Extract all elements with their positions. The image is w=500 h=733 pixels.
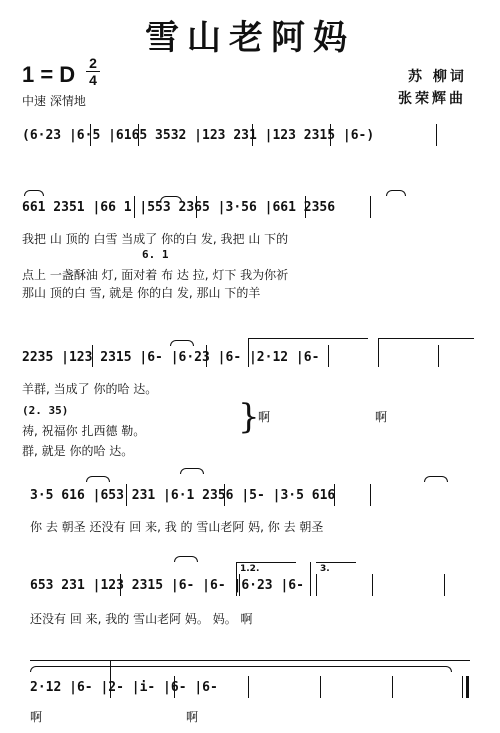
tie-mark [386, 190, 406, 196]
lyric-line-4: 你 去 朝圣 还没有 回 来, 我 的 雪山老阿 妈, 你 去 朝圣 [30, 520, 324, 534]
ending-bracket [30, 660, 470, 661]
tie-mark [424, 476, 448, 482]
notation-line-1: (6·23 |6·5 |6165 3532 |123 231 |123 2315 |6-) [22, 128, 375, 143]
barline [372, 574, 373, 596]
time-signature-top: 2 [89, 55, 97, 71]
final-barline-thick [466, 676, 469, 698]
notation-line-4: 3·5 616 |653 231 |6·1 2356 |5- |3·5 616 [30, 488, 336, 503]
lyric-ah: 啊 [186, 710, 199, 724]
tie-mark [180, 468, 204, 474]
ending-number-2: 3. [320, 564, 330, 574]
lyric-verse-3: 那山 顶的白 雪, 就是 你的白 发, 那山 下的羊 [22, 286, 261, 300]
barline [310, 562, 311, 596]
lyric-verse-1: 我把 山 顶的 白雪 当成了 你的白 发, 我把 山 下的 [22, 232, 289, 246]
ending-bracket [248, 338, 368, 339]
barline [90, 124, 91, 146]
tie-mark [174, 556, 198, 562]
time-signature-bottom: 4 [89, 72, 97, 88]
tie-mark [30, 666, 452, 672]
notation-line-2: 661 2351 |66 1 |553 2365 |3·56 |661 2356 [22, 200, 336, 215]
tie-mark [170, 340, 194, 346]
barline [305, 196, 306, 218]
variant-notes: 6. 1 [142, 248, 169, 261]
barline [438, 345, 439, 367]
barline [248, 338, 249, 367]
barline [320, 676, 321, 698]
barline [92, 345, 93, 367]
barline [378, 338, 379, 367]
barline [120, 574, 121, 596]
barline [444, 574, 445, 596]
barline [236, 562, 237, 596]
barline [206, 345, 207, 367]
barline [330, 124, 331, 146]
lyric-verse-2: 点上 一盏酥油 灯, 面对着 布 达 拉, 灯下 我为你祈 [22, 268, 289, 282]
barline [134, 196, 135, 218]
tempo-marking: 中速 深情地 [22, 94, 86, 108]
lyric-ah: 啊 [258, 410, 271, 424]
ending-bracket [316, 562, 356, 563]
notation-line-3: 2235 |123 2315 |6- |6·23 |6- |2·12 |6- [22, 350, 320, 365]
key-signature: 1 = D [22, 62, 76, 87]
song-title: 雪山老阿妈 [145, 18, 355, 58]
barline [239, 574, 240, 596]
barline [316, 574, 317, 596]
ending-number-1: 1.2. [240, 564, 260, 574]
barline [252, 124, 253, 146]
final-barline-thin [462, 676, 463, 698]
lyricist-credit: 苏 柳词 [408, 69, 467, 85]
time-signature [86, 56, 100, 87]
brace: } [238, 397, 260, 437]
barline [138, 124, 139, 146]
variant-notes: (2. 35) [22, 404, 69, 417]
barline [370, 484, 371, 506]
ending-bracket [236, 562, 296, 563]
barline [126, 484, 127, 506]
lyric-ah: 啊 [375, 410, 388, 424]
ending-bracket [378, 338, 474, 339]
barline [328, 345, 329, 367]
notation-line-6: 2·12 |6- |2- |i- |6- |6- [30, 680, 218, 695]
notation-line-5: 653 231 |123 2315 |6- |6- |6·23 |6- [30, 578, 304, 593]
lyric-line-5: 还没有 回 来, 我的 雪山老阿 妈。 妈。 啊 [30, 612, 253, 626]
tie-mark [86, 476, 110, 482]
barline [334, 484, 335, 506]
lyric-ah: 啊 [30, 710, 43, 724]
lyric-verse-2: 祷, 祝福你 扎西德 勒。 [22, 424, 146, 438]
barline [248, 676, 249, 698]
barline [110, 660, 111, 698]
barline [196, 196, 197, 218]
barline [436, 124, 437, 146]
barline [174, 676, 175, 698]
composer-credit: 张荣辉曲 [398, 91, 466, 107]
lyric-verse-3: 群, 就是 你的哈 达。 [22, 444, 134, 458]
barline [224, 484, 225, 506]
barline [370, 196, 371, 218]
tie-mark [24, 190, 44, 196]
barline [392, 676, 393, 698]
lyric-verse-1: 羊群, 当成了 你的哈 达。 [22, 382, 158, 396]
